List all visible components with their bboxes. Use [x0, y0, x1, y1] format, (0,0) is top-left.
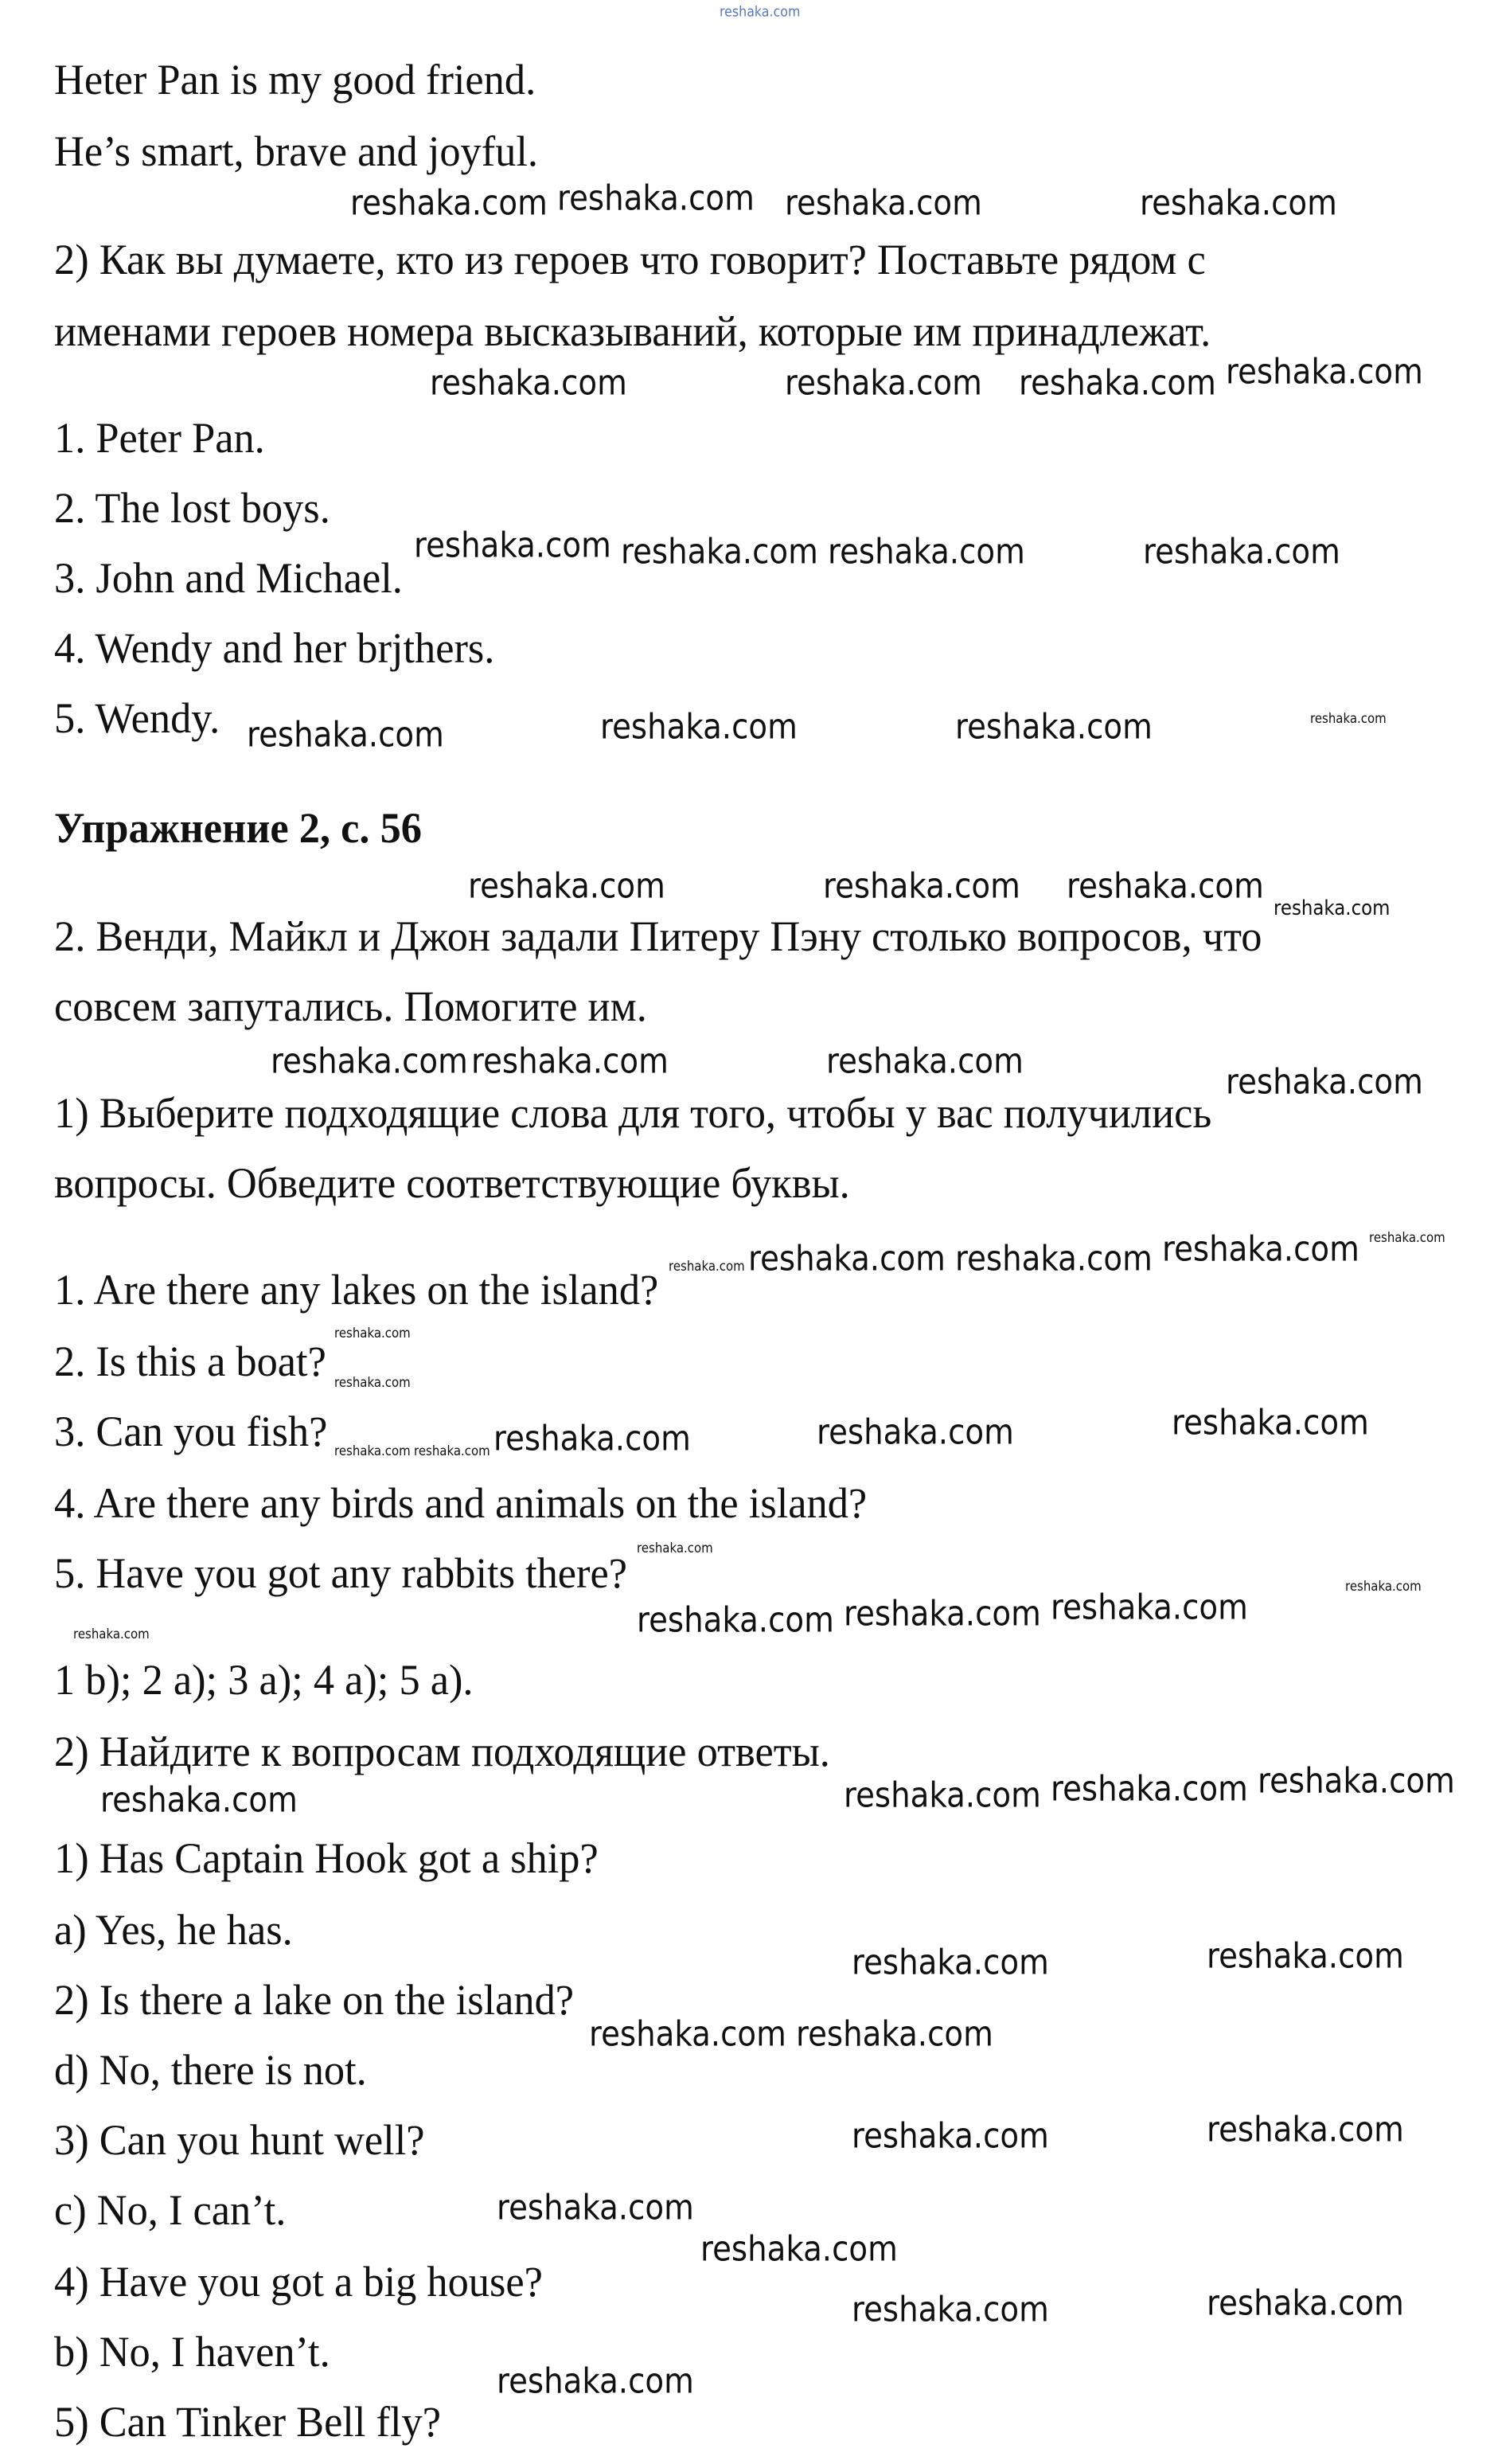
watermark: reshaka.com: [1207, 2109, 1404, 2150]
watermark: reshaka.com: [600, 706, 798, 748]
text-line: 2. Is this a boat?: [54, 1337, 326, 1385]
text-line: 1) Has Captain Hook got a ship?: [54, 1834, 599, 1882]
text-line: совсем запутались. Помогите им.: [54, 982, 647, 1030]
watermark: reshaka.com: [271, 1041, 468, 1082]
watermark: reshaka.com: [1172, 1402, 1369, 1443]
watermark: reshaka.com: [1162, 1228, 1359, 1270]
text-line: 3. Can you fish?: [54, 1408, 328, 1455]
watermark: reshaka.com: [748, 1238, 946, 1279]
watermark: reshaka.com: [430, 362, 627, 404]
watermark: reshaka.com: [1051, 1768, 1248, 1810]
watermark: reshaka.com: [1067, 865, 1264, 907]
watermark: reshaka.com: [1019, 362, 1216, 404]
watermark: reshaka.com: [823, 865, 1020, 907]
watermark: reshaka.com: [796, 2013, 993, 2055]
watermark: reshaka.com: [334, 1375, 411, 1392]
exercise-heading: Упражнение 2, с. 56: [54, 804, 422, 852]
watermark: reshaka.com: [350, 182, 548, 224]
watermark: reshaka.com: [844, 1775, 1041, 1816]
watermark: reshaka.com: [817, 1412, 1014, 1453]
text-line: 1 b); 2 a); 3 a); 4 a); 5 a).: [54, 1656, 474, 1704]
watermark: reshaka.com: [557, 178, 755, 219]
text-line: 1. Are there any lakes on the island?: [54, 1266, 659, 1314]
text-line: 3) Can you hunt well?: [54, 2116, 425, 2164]
watermark: reshaka.com: [852, 2289, 1049, 2330]
watermark: reshaka.com: [414, 525, 611, 566]
text-line: He’s smart, brave and joyful.: [54, 127, 539, 175]
text-line: 1) Выберите подходящие слова для того, чтобы у вас получились: [54, 1089, 1212, 1137]
watermark: reshaka.com: [826, 1041, 1024, 1082]
watermark: reshaka.com: [334, 1326, 411, 1342]
watermark: reshaka.com: [700, 2228, 898, 2270]
text-line: 2) Найдите к вопросам подходящие ответы.: [54, 1728, 830, 1775]
watermark: reshaka.com: [637, 1540, 713, 1557]
text-line: 5. Wendy.: [54, 694, 220, 742]
watermark: reshaka.com: [1051, 1587, 1248, 1628]
watermark: reshaka.com: [468, 865, 665, 907]
text-line: 2) Как вы думаете, кто из героев что говорит? Поставьте рядом с: [54, 236, 1206, 283]
watermark: reshaka.com: [785, 362, 982, 404]
watermark: reshaka.com: [1274, 896, 1391, 921]
watermark: reshaka.com: [497, 2361, 694, 2402]
watermark: reshaka.com: [1207, 1935, 1404, 1977]
watermark: reshaka.com: [828, 531, 1025, 572]
text-line: d) No, there is not.: [54, 2046, 367, 2094]
watermark: reshaka.com: [414, 1443, 490, 1460]
text-line: 4. Are there any birds and animals on the island?: [54, 1479, 868, 1527]
watermark: reshaka.com: [955, 706, 1153, 748]
text-line: вопросы. Обведите соответствующие буквы.: [54, 1159, 850, 1207]
watermark: reshaka.com: [1140, 182, 1337, 224]
watermark: reshaka.com: [1226, 351, 1423, 392]
text-line: 4) Have you got a big house?: [54, 2258, 543, 2306]
watermark: reshaka.com: [720, 3, 801, 21]
text-line: 3. John and Michael.: [54, 554, 403, 602]
watermark: reshaka.com: [493, 1418, 691, 1459]
text-line: 2. The lost boys.: [54, 484, 330, 532]
watermark: reshaka.com: [1258, 1760, 1455, 1802]
watermark: reshaka.com: [852, 2115, 1049, 2157]
watermark: reshaka.com: [1310, 711, 1387, 728]
watermark: reshaka.com: [1143, 531, 1340, 572]
watermark: reshaka.com: [471, 1041, 669, 1082]
watermark: reshaka.com: [955, 1238, 1153, 1279]
watermark: reshaka.com: [100, 1779, 298, 1821]
text-line: b) No, I haven’t.: [54, 2328, 330, 2376]
text-line: 2. Венди, Майкл и Джон задали Питеру Пэну столько вопросов, что: [54, 912, 1262, 960]
watermark: reshaka.com: [334, 1443, 411, 1460]
text-line: 2) Is there a lake on the island?: [54, 1976, 575, 2024]
watermark: reshaka.com: [621, 531, 818, 572]
text-line: a) Yes, he has.: [54, 1906, 293, 1954]
watermark: reshaka.com: [1207, 2282, 1404, 2324]
watermark: reshaka.com: [247, 714, 444, 756]
watermark: reshaka.com: [589, 2013, 786, 2055]
text-line: 4. Wendy and her brjthers.: [54, 624, 495, 672]
text-line: именами героев номера высказываний, которые им принадлежат.: [54, 307, 1211, 355]
watermark: reshaka.com: [1345, 1579, 1422, 1595]
watermark: reshaka.com: [73, 1626, 150, 1643]
text-line: c) No, I can’t.: [54, 2186, 287, 2234]
watermark: reshaka.com: [852, 1942, 1049, 1983]
watermark: reshaka.com: [497, 2187, 694, 2228]
watermark: reshaka.com: [1226, 1061, 1423, 1103]
watermark: reshaka.com: [637, 1599, 834, 1641]
watermark: reshaka.com: [669, 1259, 745, 1275]
watermark: reshaka.com: [785, 182, 982, 224]
watermark: reshaka.com: [844, 1593, 1041, 1634]
text-line: 1. Peter Pan.: [54, 414, 265, 462]
text-line: 5. Have you got any rabbits there?: [54, 1549, 627, 1597]
text-line: 5) Can Tinker Bell fly?: [54, 2398, 441, 2446]
text-line: Heter Pan is my good friend.: [54, 56, 536, 103]
watermark: reshaka.com: [1369, 1230, 1445, 1247]
